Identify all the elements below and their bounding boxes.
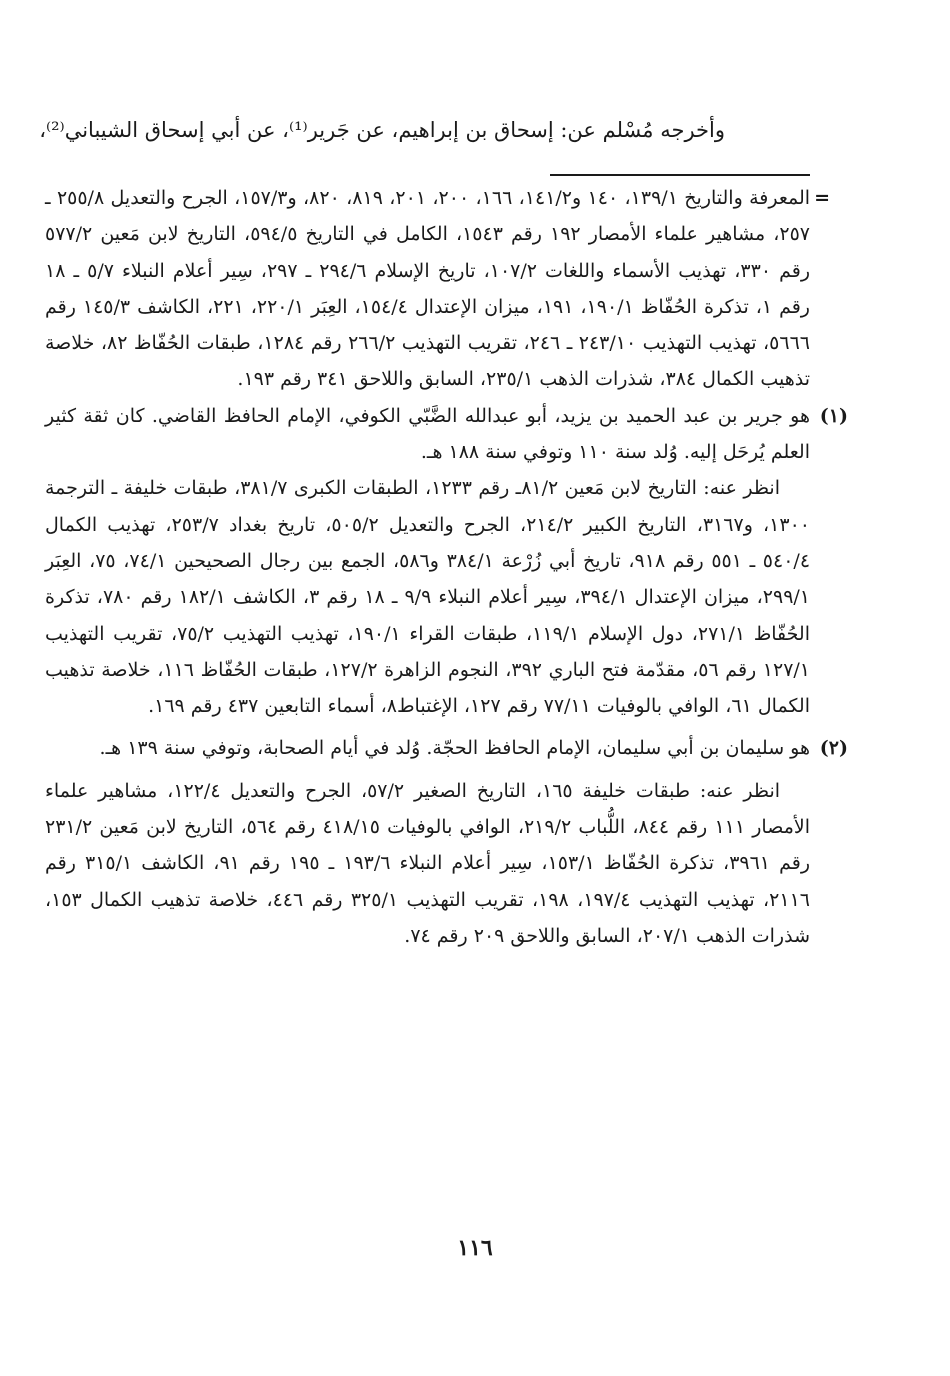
footnote-continuation-text: المعرفة والتاريخ ١٣٩/١، ١٤٠ و١٤١/٢، ١٦٦، ٢٠٠، ٢٠١، ٨١٩، ٨٢٠، و١٥٧/٣، الجرح والتعديل ٢٥٥/٨ ـ ٢٥٧، مشاهير علماء الأمصار ١٩٢ رقم ١٥٤٣، الكامل في التاريخ ٥٩٤/٥، التاريخ لابن مَعين ٥٧٧/٢ رقم ٣٣٠، تهذيب الأسماء واللغات ١٠٧/٢، تاريخ الإسلام ٢٩٤/٦ ـ ٢٩٧، سِير أعلام النبلاء ٥/٧ ـ ١٨ رقم ١، تذكرة الحُفّاظ ١٩٠/١، ١٩١، ميزان الإعتدال ١٥٤/٤، العِبَر ٢٢٠/١، ٢٢١، الكاشف ١٤٥/٣ رقم ٥٦٦٦، تهذيب التهذيب ٢٤٣/١٠ ـ ٢٤٦، تقريب التهذيب ٢٦٦/٢ رقم ١٢٨٤، طبقات الحُفّاظ ٨٢، خلاصة تذهيب الكمال ٣٨٤، شذرات الذهب ٢٣٥/١، السابق واللاحق ٣٤١ رقم ١٩٣.	[45, 187, 811, 391]
footnote-1	[45, 398, 848, 471]
footnotes	[45, 180, 848, 954]
main-text: وأخرجه مُسْلم عن: إسحاق بن إبراهيم، عن جَرير⁽¹⁾، عن أبي إسحاق الشيباني⁽²⁾،	[39, 118, 725, 142]
footnote-2-text: هو سليمان بن أبي سليمان، الإمام الحافظ الحجّة. وُلد في أيام الصحابة، وتوفي سنة ١٣٩ هـ.	[99, 737, 810, 760]
footnote-2-references: انظر عنه: طبقات خليفة ١٦٥، التاريخ الصغير ٥٧/٢، الجرح والتعديل ١٢٢/٤، مشاهير علماء الأمصار ١١١ رقم ٨٤٤، اللُّباب ٢١٩/٢، الوافي بالوفيات ٤١٨/١٥ رقم ٥٦٤، التاريخ لابن مَعين ٢٣١/٢ رقم ٣٩٦١، تذكرة الحُفّاظ ١٥٣/١، سِير أعلام النبلاء ١٩٣/٦ ـ ١٩٥ رقم ٩١، الكاشف ٣١٥/١ رقم ٢١١٦، تهذيب التهذيب ١٩٧/٤، ١٩٨، تقريب التهذيب ٣٢٥/١ رقم ٤٤٦، خلاصة تذهيب الكمال ١٥٣، شذرات الذهب ٢٠٧/١، السابق واللاحق ٢٠٩ رقم ٧٤.	[45, 779, 810, 947]
footnote-2-number: (٢)	[819, 737, 848, 760]
footnote-1-references: انظر عنه: التاريخ لابن مَعين ٨١/٢ـ رقم ١٢٣٣، الطبقات الكبرى ٣٨١/٧، طبقات خليفة ـ الترجمة ١٣٠٠، و٣١٦٧، التاريخ الكبير ٢١٤/٢، الجرح والتعديل ٥٠٥/٢، تاريخ بغداد ٢٥٣/٧، تهذيب الكمال ٥٤٠/٤ ـ ٥٥١ رقم ٩١٨، تاريخ أبي زُرْعة ٣٨٤/١ و٥٨٦، الجمع بين رجال الصحيحين ٧٤/١، ٧٥، العِبَر ٢٩٩/١، ميزان الإعتدال ٣٩٤/١، سِير أعلام النبلاء ٩/٩ ـ ١٨ رقم ٣، الكاشف ١٨٢/١ رقم ٧٨٠، تذكرة الحُفّاظ ٢٧١/١، دول الإسلام ١١٩/١، طبقات القراء ١٩٠/١، تهذيب التهذيب ٧٥/٢، تقريب التهذيب ١٢٧/١ رقم ٥٦، مقدّمة فتح الباري ٣٩٢، النجوم الزاهرة ١٢٧/٢، طبقات الحُفّاظ ١١٦، خلاصة تذهيب الكمال ٦١، الوافي بالوفيات ٧٧/١١ رقم ١٢٧، الإغتباط٨، أسماء التابعين ٤٣٧ رقم ١٦٩.	[45, 477, 811, 718]
footnote-continuation	[45, 180, 830, 398]
continuation-marker: =	[814, 187, 830, 209]
footnote-1-text: هو جرير بن عبد الحميد بن يزيد، أبو عبدالله الضَّبّي الكوفي، الإمام الحافظ القاضي. كان ثقة كثير العلم يُرحَل إليه. وُلد سنة ١١٠ وتوفي سنة ١٨٨ هـ.	[45, 404, 810, 464]
footnote-1-number: (١)	[819, 404, 848, 427]
footnote-2	[45, 730, 848, 766]
page-number: ١١٦	[457, 1235, 493, 1261]
footnote-separator	[550, 174, 810, 176]
